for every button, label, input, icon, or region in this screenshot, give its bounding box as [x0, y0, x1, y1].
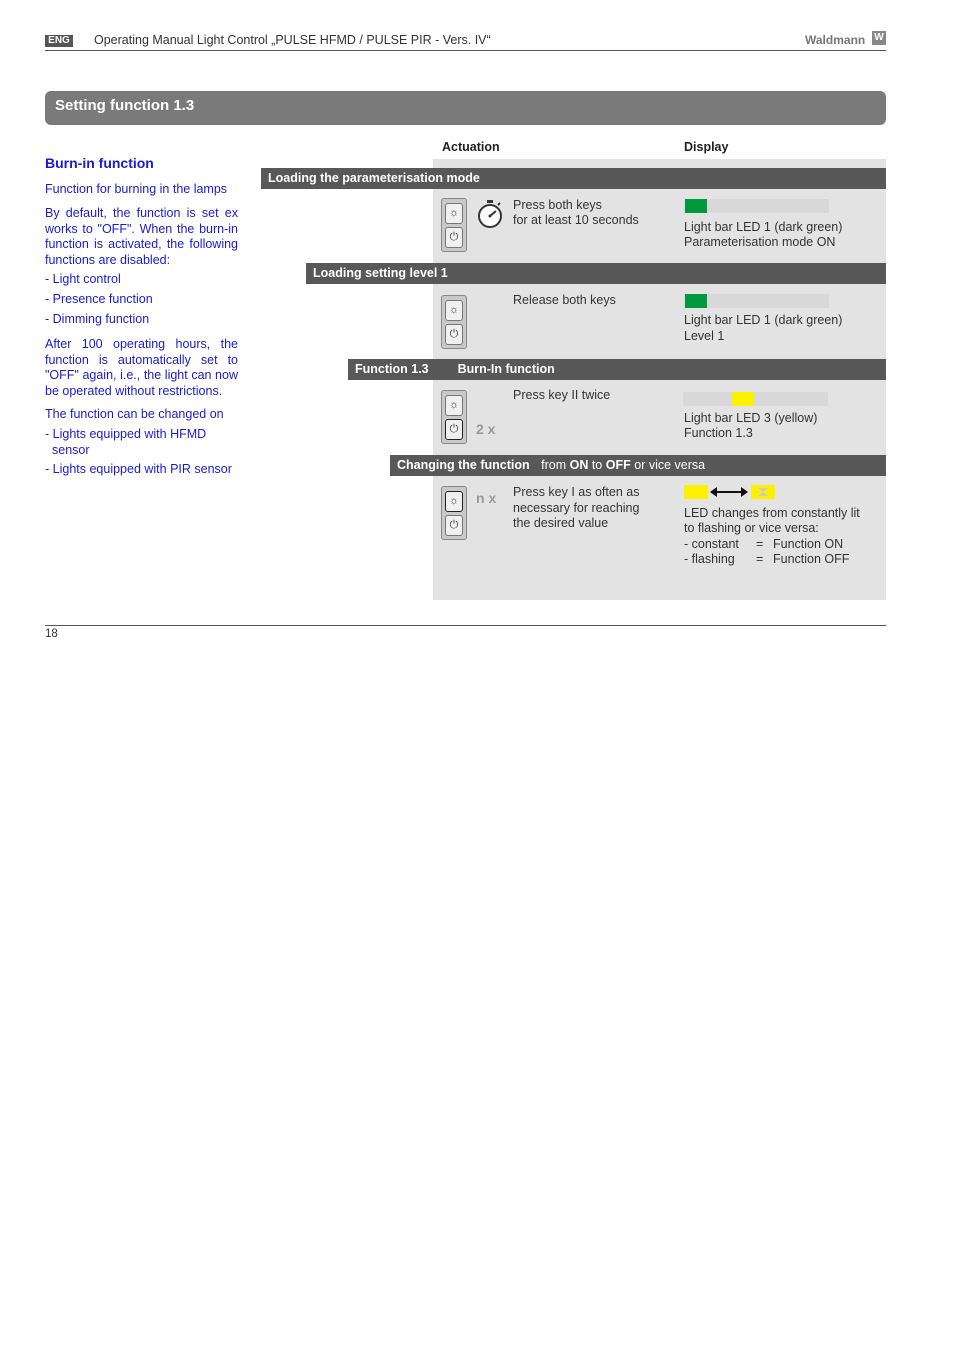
footer-divider — [45, 625, 886, 626]
strip-label: Burn-In function — [457, 362, 555, 376]
keypad — [441, 486, 467, 540]
step4-action-line1: Press key I as often as — [513, 485, 640, 499]
sun-icon: ☼ — [445, 395, 463, 416]
power-icon: ⏻ — [445, 515, 463, 536]
strip-sub-to: to — [591, 458, 603, 472]
sun-icon: ☼ — [445, 300, 463, 321]
step-strip-function-1-3 — [348, 359, 886, 380]
brand-name: Waldmann — [805, 33, 866, 47]
actuation-header: Actuation — [442, 140, 500, 154]
step4-action-line2: necessary for reaching — [513, 501, 640, 515]
strip-label: Loading the parameterisation mode — [268, 171, 480, 185]
step3-action-line1: Press key II twice — [513, 388, 611, 402]
press-count: n x — [476, 490, 497, 506]
left-intro: Function for burning in the lamps — [45, 182, 228, 196]
lights-item-hfmd: - Lights equipped with HFMD — [45, 427, 207, 441]
led-constant — [684, 485, 708, 499]
legend-flashing-eq: = — [756, 552, 764, 566]
step4-display-line2: to flashing or vice versa: — [684, 521, 819, 535]
strip-sub-vice-versa: or vice versa — [634, 458, 706, 472]
step4-action-line3: the desired value — [513, 516, 609, 530]
led-toggle-indicator — [684, 485, 776, 499]
power-icon: ⏻ — [445, 419, 463, 440]
keypad — [441, 295, 467, 349]
step1-action-line1: Press both keys — [513, 198, 602, 212]
header-divider — [45, 50, 886, 51]
light-bar — [684, 199, 829, 213]
led-3-yellow — [732, 392, 754, 406]
disabled-item-dimming: - Dimming function — [45, 312, 150, 326]
step1-display-line1: Light bar LED 1 (dark green) — [684, 220, 843, 234]
led-flashing — [751, 485, 775, 499]
step-strip-changing-function — [390, 455, 886, 476]
led-1-green — [685, 199, 707, 213]
document-title: Operating Manual Light Control „PULSE HFMD / PULSE PIR - Vers. IV“ — [94, 33, 491, 47]
left-changeable-text: The function can be changed on — [45, 407, 224, 421]
legend-constant-value: Function ON — [773, 537, 844, 551]
legend-flashing-value: Function OFF — [773, 552, 850, 566]
double-arrow-icon — [710, 486, 748, 498]
press-count: 2 x — [476, 421, 496, 437]
power-icon: ⏻ — [445, 324, 463, 345]
strip-label: Changing the function — [397, 458, 530, 472]
keypad — [441, 390, 467, 444]
keypad — [441, 198, 467, 252]
strip-label: Loading setting level 1 — [313, 266, 448, 280]
light-bar — [683, 392, 828, 406]
stopwatch-icon — [477, 199, 503, 234]
step2-display-line2: Level 1 — [684, 329, 725, 343]
strip-sub-on: ON — [569, 458, 589, 472]
legend-constant-label: - constant — [684, 537, 739, 551]
strip-sub-off: OFF — [605, 458, 631, 472]
legend-constant-eq: = — [756, 537, 764, 551]
step-strip-parameterisation — [261, 168, 886, 189]
legend-flashing-label: - flashing — [684, 552, 735, 566]
page-number: 18 — [45, 628, 58, 640]
sun-icon: ☼ — [445, 203, 463, 224]
step1-action-line2: for at least 10 seconds — [513, 213, 639, 227]
disabled-item-presence: - Presence function — [45, 292, 153, 306]
step-strip-setting-level — [306, 263, 886, 284]
light-bar — [684, 294, 829, 308]
step2-action-line1: Release both keys — [513, 293, 616, 307]
display-header: Display — [684, 140, 729, 154]
step1-display-line2: Parameterisation mode ON — [684, 235, 836, 249]
led-1-green — [685, 294, 707, 308]
lights-item-hfmd-cont: sensor — [52, 443, 90, 457]
step3-display-line1: Light bar LED 3 (yellow) — [684, 411, 818, 425]
step3-display-line2: Function 1.3 — [684, 426, 753, 440]
left-heading: Burn-in function — [45, 155, 154, 171]
power-icon: ⏻ — [445, 227, 463, 248]
step2-display-line1: Light bar LED 1 (dark green) — [684, 313, 843, 327]
left-auto-reset-text: After 100 operating hours, the function is automatically set to "OFF" again, i.e., the light can now be operated without restrictions. — [45, 337, 238, 398]
strip-sub-from: from — [541, 458, 567, 472]
brand-logo: W — [872, 31, 886, 45]
language-badge: ENG — [45, 35, 73, 47]
section-title: Setting function 1.3 — [55, 97, 195, 114]
lights-item-pir: - Lights equipped with PIR sensor — [45, 462, 232, 476]
sun-icon: ☼ — [445, 491, 463, 512]
disabled-item-light-control: - Light control — [45, 272, 121, 286]
step4-display-line1: LED changes from constantly lit — [684, 506, 860, 520]
left-default-text: By default, the function is set ex works to "OFF". When the burn-in function is activated, the following functions are disabled: — [45, 206, 238, 267]
strip-function-number: Function 1.3 — [355, 362, 429, 376]
